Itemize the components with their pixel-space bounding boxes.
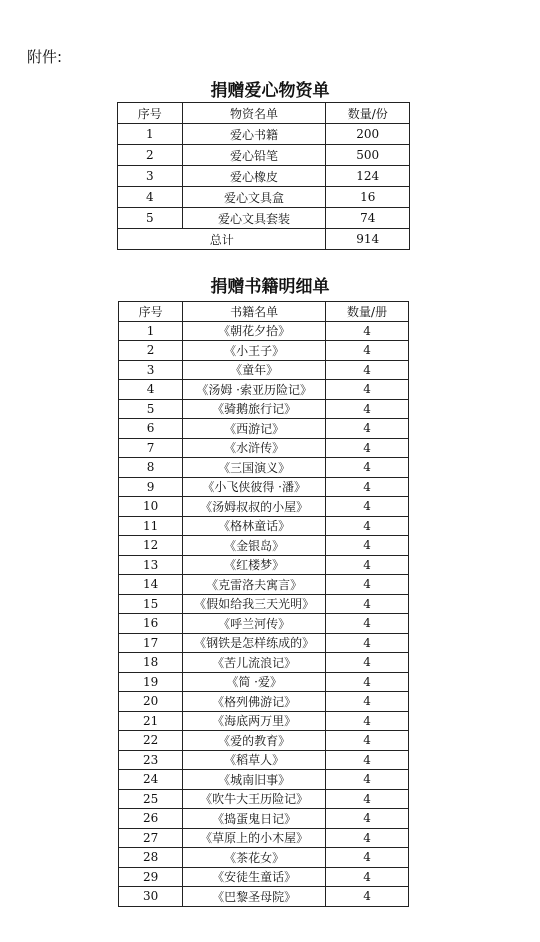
table-header-row xyxy=(119,302,409,322)
row-index-cell: 1 xyxy=(118,124,183,145)
row-name-cell: 《格列佛游记》 xyxy=(183,692,326,712)
row-index-cell: 24 xyxy=(119,770,183,790)
row-name-cell: 《假如给我三天光明》 xyxy=(183,594,326,614)
table-row xyxy=(119,536,409,556)
row-quantity-cell: 124 xyxy=(326,166,410,187)
book-list-table xyxy=(118,301,409,907)
donation-list-table xyxy=(117,102,410,250)
row-quantity-cell: 4 xyxy=(326,789,409,809)
row-name-cell: 《格林童话》 xyxy=(183,516,326,536)
column-header-quantity: 数量/份 xyxy=(326,103,410,124)
row-quantity-cell: 4 xyxy=(326,711,409,731)
total-row xyxy=(118,229,410,250)
table-row xyxy=(119,672,409,692)
row-name-cell: 爱心文具盒 xyxy=(182,187,326,208)
row-name-cell: 《骑鹅旅行记》 xyxy=(183,399,326,419)
table-row xyxy=(119,848,409,868)
row-quantity-cell: 4 xyxy=(326,516,409,536)
row-index-cell: 29 xyxy=(119,867,183,887)
row-index-cell: 22 xyxy=(119,731,183,751)
table-row xyxy=(119,555,409,575)
table-row xyxy=(119,614,409,634)
row-name-cell: 《水浒传》 xyxy=(183,438,326,458)
row-index-cell: 6 xyxy=(119,419,183,439)
row-index-cell: 10 xyxy=(119,497,183,517)
table-row xyxy=(119,750,409,770)
row-index-cell: 8 xyxy=(119,458,183,478)
row-quantity-cell: 4 xyxy=(326,692,409,712)
row-index-cell: 26 xyxy=(119,809,183,829)
row-quantity-cell: 4 xyxy=(326,867,409,887)
table-row xyxy=(119,419,409,439)
row-name-cell: 爱心文具套装 xyxy=(182,208,326,229)
table-row xyxy=(119,731,409,751)
column-header-book: 书籍名单 xyxy=(183,302,326,322)
row-index-cell: 30 xyxy=(119,887,183,907)
row-quantity-cell: 16 xyxy=(326,187,410,208)
table-row xyxy=(118,166,410,187)
table-row xyxy=(119,887,409,907)
table-row xyxy=(119,809,409,829)
row-quantity-cell: 4 xyxy=(326,848,409,868)
row-name-cell: 《西游记》 xyxy=(183,419,326,439)
table-row xyxy=(119,477,409,497)
table-row xyxy=(119,633,409,653)
table-row xyxy=(118,145,410,166)
row-name-cell: 《钢铁是怎样练成的》 xyxy=(183,633,326,653)
row-quantity-cell: 4 xyxy=(326,594,409,614)
row-name-cell: 《爱的教育》 xyxy=(183,731,326,751)
row-name-cell: 爱心橡皮 xyxy=(182,166,326,187)
table-row xyxy=(119,516,409,536)
row-index-cell: 5 xyxy=(119,399,183,419)
row-index-cell: 4 xyxy=(119,380,183,400)
row-name-cell: 《小飞侠彼得 ·潘》 xyxy=(183,477,326,497)
row-name-cell: 《捣蛋鬼日记》 xyxy=(183,809,326,829)
row-index-cell: 12 xyxy=(119,536,183,556)
row-name-cell: 《海底两万里》 xyxy=(183,711,326,731)
row-name-cell: 《克雷洛夫寓言》 xyxy=(183,575,326,595)
row-quantity-cell: 4 xyxy=(326,536,409,556)
row-name-cell: 《吹牛大王历险记》 xyxy=(183,789,326,809)
table-row xyxy=(119,380,409,400)
table-row xyxy=(119,458,409,478)
row-name-cell: 爱心铅笔 xyxy=(182,145,326,166)
row-quantity-cell: 200 xyxy=(326,124,410,145)
row-quantity-cell: 4 xyxy=(326,575,409,595)
row-quantity-cell: 4 xyxy=(326,555,409,575)
table-row xyxy=(119,341,409,361)
row-quantity-cell: 4 xyxy=(326,341,409,361)
column-header-index: 序号 xyxy=(118,103,183,124)
row-quantity-cell: 4 xyxy=(326,614,409,634)
row-quantity-cell: 4 xyxy=(326,731,409,751)
row-name-cell: 《红楼梦》 xyxy=(183,555,326,575)
row-name-cell: 《朝花夕拾》 xyxy=(183,321,326,341)
row-quantity-cell: 4 xyxy=(326,477,409,497)
table-row xyxy=(119,438,409,458)
row-index-cell: 3 xyxy=(119,360,183,380)
row-name-cell: 《茶花女》 xyxy=(183,848,326,868)
row-quantity-cell: 500 xyxy=(326,145,410,166)
row-name-cell: 《安徒生童话》 xyxy=(183,867,326,887)
row-quantity-cell: 4 xyxy=(326,497,409,517)
row-index-cell: 9 xyxy=(119,477,183,497)
row-name-cell: 爱心书籍 xyxy=(182,124,326,145)
row-name-cell: 《三国演义》 xyxy=(183,458,326,478)
table-row xyxy=(119,770,409,790)
table-row xyxy=(119,692,409,712)
table-row xyxy=(119,789,409,809)
row-quantity-cell: 4 xyxy=(326,809,409,829)
row-index-cell: 20 xyxy=(119,692,183,712)
row-index-cell: 1 xyxy=(119,321,183,341)
table-header-row xyxy=(118,103,410,124)
row-name-cell: 《稻草人》 xyxy=(183,750,326,770)
table-row xyxy=(119,360,409,380)
row-index-cell: 19 xyxy=(119,672,183,692)
row-index-cell: 15 xyxy=(119,594,183,614)
row-quantity-cell: 4 xyxy=(326,419,409,439)
row-index-cell: 2 xyxy=(118,145,183,166)
row-name-cell: 《城南旧事》 xyxy=(183,770,326,790)
table-row xyxy=(119,399,409,419)
row-index-cell: 23 xyxy=(119,750,183,770)
total-value: 914 xyxy=(326,229,410,250)
row-quantity-cell: 4 xyxy=(326,380,409,400)
table-row xyxy=(119,497,409,517)
row-name-cell: 《呼兰河传》 xyxy=(183,614,326,634)
row-index-cell: 4 xyxy=(118,187,183,208)
row-quantity-cell: 74 xyxy=(326,208,410,229)
table-row xyxy=(119,321,409,341)
row-index-cell: 5 xyxy=(118,208,183,229)
table-row xyxy=(118,124,410,145)
row-index-cell: 28 xyxy=(119,848,183,868)
row-quantity-cell: 4 xyxy=(326,672,409,692)
table-row xyxy=(118,187,410,208)
row-quantity-cell: 4 xyxy=(326,360,409,380)
row-quantity-cell: 4 xyxy=(326,399,409,419)
row-index-cell: 11 xyxy=(119,516,183,536)
table-row xyxy=(119,653,409,673)
donation-list-title: 捐赠爱心物资单 xyxy=(210,81,330,101)
table-row xyxy=(119,711,409,731)
table-row xyxy=(119,575,409,595)
table-row xyxy=(118,208,410,229)
table-row xyxy=(119,828,409,848)
table-row xyxy=(119,867,409,887)
row-quantity-cell: 4 xyxy=(326,887,409,907)
total-label: 总计 xyxy=(118,229,326,250)
row-name-cell: 《汤姆 ·索亚历险记》 xyxy=(183,380,326,400)
row-quantity-cell: 4 xyxy=(326,770,409,790)
row-name-cell: 《小王子》 xyxy=(183,341,326,361)
row-quantity-cell: 4 xyxy=(326,458,409,478)
row-name-cell: 《苦儿流浪记》 xyxy=(183,653,326,673)
row-index-cell: 18 xyxy=(119,653,183,673)
row-name-cell: 《汤姆叔叔的小屋》 xyxy=(183,497,326,517)
row-index-cell: 7 xyxy=(119,438,183,458)
row-quantity-cell: 4 xyxy=(326,633,409,653)
row-index-cell: 13 xyxy=(119,555,183,575)
row-quantity-cell: 4 xyxy=(326,438,409,458)
row-quantity-cell: 4 xyxy=(326,828,409,848)
row-index-cell: 25 xyxy=(119,789,183,809)
column-header-index: 序号 xyxy=(119,302,183,322)
row-quantity-cell: 4 xyxy=(326,653,409,673)
column-header-item: 物资名单 xyxy=(182,103,326,124)
row-quantity-cell: 4 xyxy=(326,750,409,770)
row-name-cell: 《简 ·爱》 xyxy=(183,672,326,692)
book-list-title: 捐赠书籍明细单 xyxy=(210,277,330,297)
row-index-cell: 16 xyxy=(119,614,183,634)
row-index-cell: 14 xyxy=(119,575,183,595)
row-index-cell: 2 xyxy=(119,341,183,361)
row-index-cell: 27 xyxy=(119,828,183,848)
row-name-cell: 《金银岛》 xyxy=(183,536,326,556)
row-index-cell: 17 xyxy=(119,633,183,653)
attachment-label: 附件: xyxy=(27,48,63,66)
row-index-cell: 21 xyxy=(119,711,183,731)
row-index-cell: 3 xyxy=(118,166,183,187)
row-name-cell: 《童年》 xyxy=(183,360,326,380)
row-name-cell: 《巴黎圣母院》 xyxy=(183,887,326,907)
row-name-cell: 《草原上的小木屋》 xyxy=(183,828,326,848)
column-header-quantity: 数量/册 xyxy=(326,302,409,322)
row-quantity-cell: 4 xyxy=(326,321,409,341)
table-row xyxy=(119,594,409,614)
